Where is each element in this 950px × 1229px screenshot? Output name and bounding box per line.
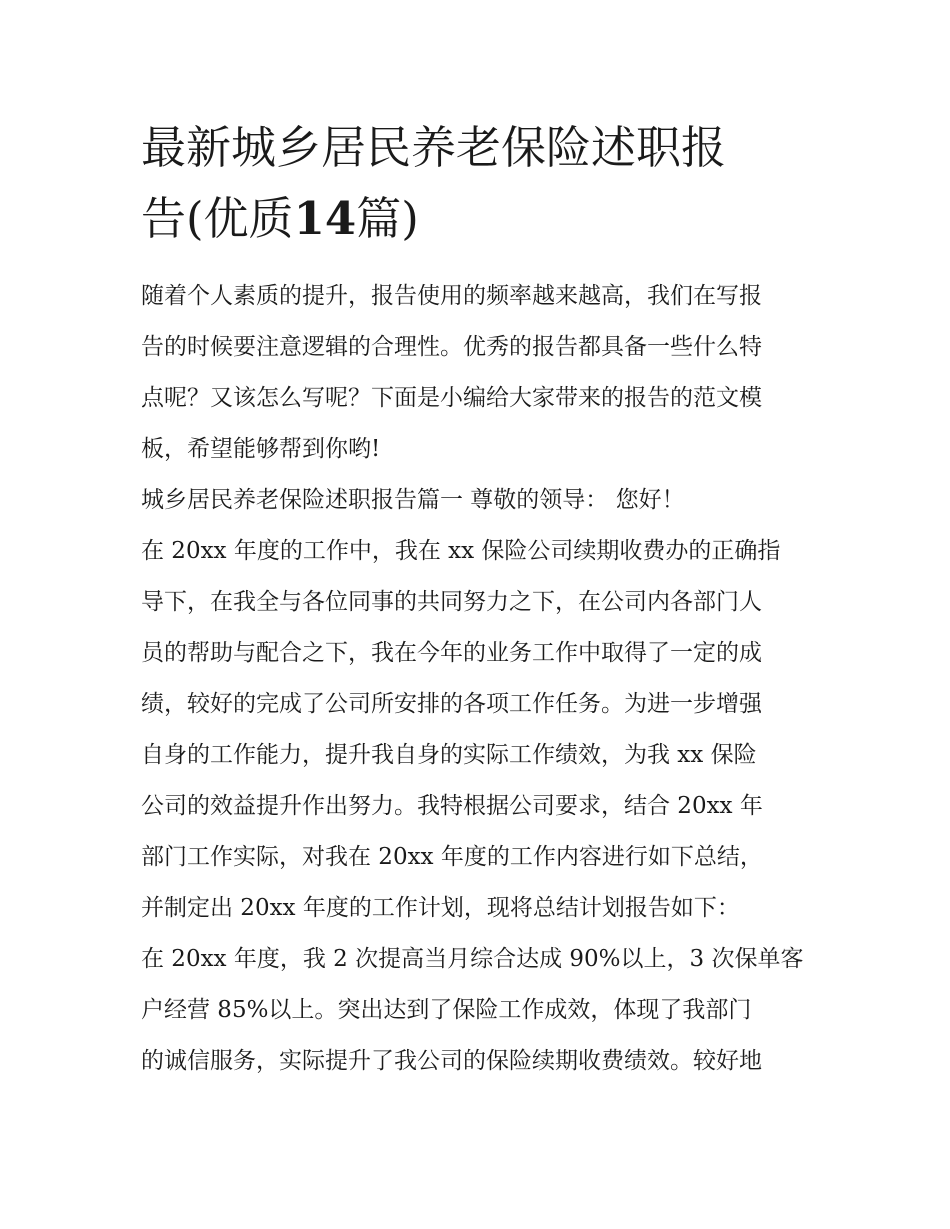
title-line-2-suffix: 篇) — [356, 192, 419, 245]
document-content — [141, 112, 813, 1087]
body-line: 板，希望能够帮到你哟! — [141, 436, 381, 462]
body-line: 公司的效益提升作出努力。我特根据公司要求，结合 20xx 年 — [141, 793, 763, 819]
body-line: 随着个人素质的提升，报告使用的频率越来越高，我们在写报 — [141, 283, 762, 309]
body-line: 部门工作实际，对我在 20xx 年度的工作内容进行如下总结， — [141, 844, 763, 870]
body-line: 户经营 85%以上。突出达到了保险工作成效，体现了我部门 — [141, 997, 752, 1023]
section-heading-line: 城乡居民养老保险述职报告篇一 尊敬的领导： 您好！ — [141, 487, 685, 513]
body-line: 绩，较好的完成了公司所安排的各项工作任务。为进一步增强 — [141, 691, 762, 717]
body-line: 员的帮助与配合之下，我在今年的业务工作中取得了一定的成 — [141, 640, 762, 666]
title-number: 14 — [293, 192, 357, 245]
body-line: 点呢？又该怎么写呢？下面是小编给大家带来的报告的范文模 — [141, 385, 762, 411]
title-line-2-prefix: 告(优质 — [141, 192, 294, 245]
body-line: 的诚信服务，实际提升了我公司的保险续期收费绩效。较好地 — [141, 1048, 762, 1074]
title-line-1: 最新城乡居民养老保险述职报 — [141, 121, 727, 174]
document-body — [141, 271, 813, 1087]
body-line: 导下，在我全与各位同事的共同努力之下，在公司内各部门人 — [141, 589, 762, 615]
document-title — [141, 112, 813, 254]
body-line: 自身的工作能力，提升我自身的实际工作绩效，为我 xx 保险 — [141, 742, 757, 768]
body-line: 在 20xx 年度的工作中，我在 xx 保险公司续期收费办的正确指 — [141, 538, 781, 564]
title-line-2 — [141, 183, 813, 254]
body-line: 在 20xx 年度，我 2 次提高当月综合达成 90%以上，3 次保单客 — [141, 946, 804, 972]
body-line: 并制定出 20xx 年度的工作计划，现将总结计划报告如下： — [141, 895, 740, 921]
body-line: 告的时候要注意逻辑的合理性。优秀的报告都具备一些什么特 — [141, 334, 762, 360]
